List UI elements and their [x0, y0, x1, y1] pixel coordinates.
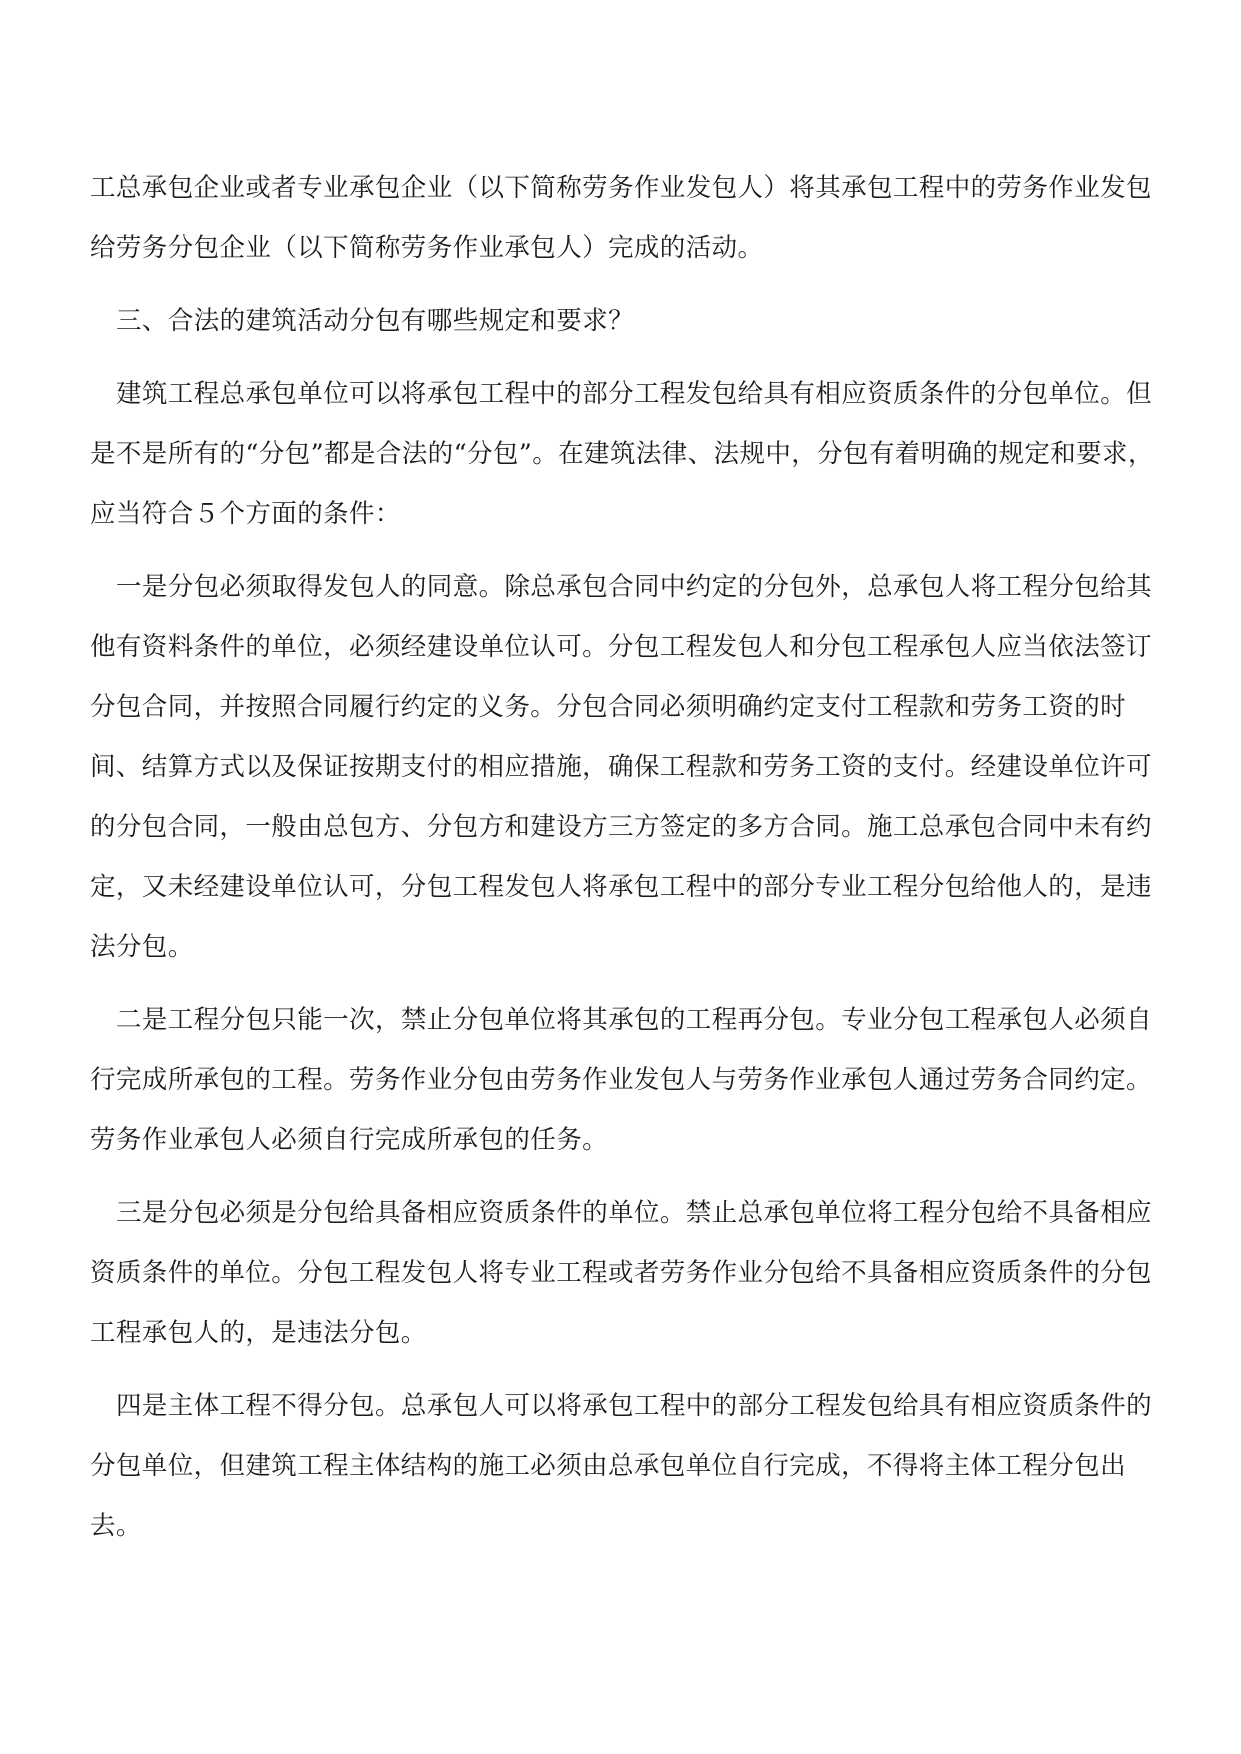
paragraph-condition-1: 一是分包必须取得发包人的同意。除总承包合同中约定的分包外，总承包人将工程分包给其他有资料条件的单位，必须经建设单位认可。分包工程发包人和分包工程承包人应当依法签订分包合同，并按照合同履行约定的义务。分包合同必须明确约定支付工程款和劳务工资的时间、结算方式以及保证按期支付的相应措施，确保工程款和劳务工资的支付。经建设单位许可的分包合同，一般由总包方、分包方和建设方三方签定的多方合同。施工总承包合同中未有约定，又未经建设单位认可，分包工程发包人将承包工程中的部分专业工程分包给他人的，是违法分包。: [90, 572, 1153, 962]
paragraph-condition-3: 三是分包必须是分包给具备相应资质条件的单位。禁止总承包单位将工程分包给不具备相应资质条件的单位。分包工程发包人将专业工程或者劳务作业分包给不具备相应资质条件的分包工程承包人的，是违法分包。: [90, 1198, 1153, 1348]
document-body: [90, 158, 1155, 1569]
paragraph-condition-4: 四是主体工程不得分包。总承包人可以将承包工程中的部分工程发包给具有相应资质条件的分包单位，但建筑工程主体结构的施工必须由总承包单位自行完成，不得将主体工程分包出去。: [90, 1391, 1153, 1541]
section-heading: 三、合法的建筑活动分包有哪些规定和要求？: [116, 306, 635, 336]
paragraph-condition-2: 二是工程分包只能一次，禁止分包单位将其承包的工程再分包。专业分包工程承包人必须自行完成所承包的工程。劳务作业分包由劳务作业发包人与劳务作业承包人通过劳务合同约定。劳务作业承包人必须自行完成所承包的任务。: [90, 1005, 1153, 1155]
paragraph-continuation: 工总承包企业或者专业承包企业（以下简称劳务作业发包人）将其承包工程中的劳务作业发包给劳务分包企业（以下简称劳务作业承包人）完成的活动。: [90, 173, 1152, 263]
paragraph-intro: 建筑工程总承包单位可以将承包工程中的部分工程发包给具有相应资质条件的分包单位。但是不是所有的“分包”都是合法的“分包”。在建筑法律、法规中，分包有着明确的规定和要求，应当符合５个方面的条件：: [90, 379, 1154, 529]
